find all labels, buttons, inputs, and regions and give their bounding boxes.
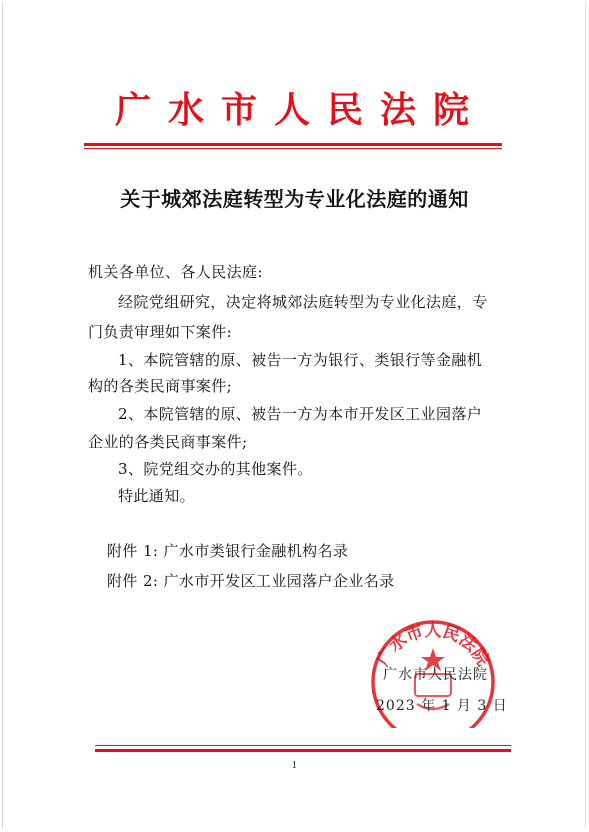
item-1-line-2: 构的各类民商事案件;	[88, 377, 233, 395]
paragraph-1-line-2: 门负责审理如下案件:	[88, 323, 233, 341]
attachment-2: 附件 2: 广水市开发区工业园落户企业名录	[107, 572, 395, 590]
header-rule-thick	[84, 143, 502, 146]
footer-rule-thick	[95, 749, 511, 752]
item-2-line-2: 企业的各类民商事案件;	[88, 433, 248, 451]
attachment-1: 附件 1: 广水市类银行金融机构名录	[107, 542, 349, 560]
signature-org: 广水市人民法院	[383, 667, 488, 683]
closing-line: 特此通知。	[118, 487, 196, 505]
header-rule-thin	[84, 148, 502, 149]
org-header-title: 广水市人民法院	[114, 90, 486, 131]
seal-arc-text: 广水市人民法院	[373, 621, 493, 670]
document-title: 关于城郊法庭转型为专业化法庭的通知	[120, 187, 469, 211]
footer-rule-thin	[95, 745, 511, 746]
item-2-line-1: 2、本院管辖的原、被告一方为本市开发区工业园落户	[118, 405, 483, 423]
item-1-line-1: 1、本院管辖的原、被告一方为银行、类银行等金融机	[118, 351, 483, 369]
salutation: 机关各单位、各人民法庭:	[88, 263, 263, 281]
paragraph-1-line-1: 经院党组研究，决定将城郊法庭转型为专业化法庭，专	[118, 293, 488, 311]
signature-date: 2023 年 1 月 3 日	[376, 698, 508, 714]
page-number: 1	[291, 761, 298, 771]
item-3: 3、院党组交办的其他案件。	[118, 460, 313, 478]
